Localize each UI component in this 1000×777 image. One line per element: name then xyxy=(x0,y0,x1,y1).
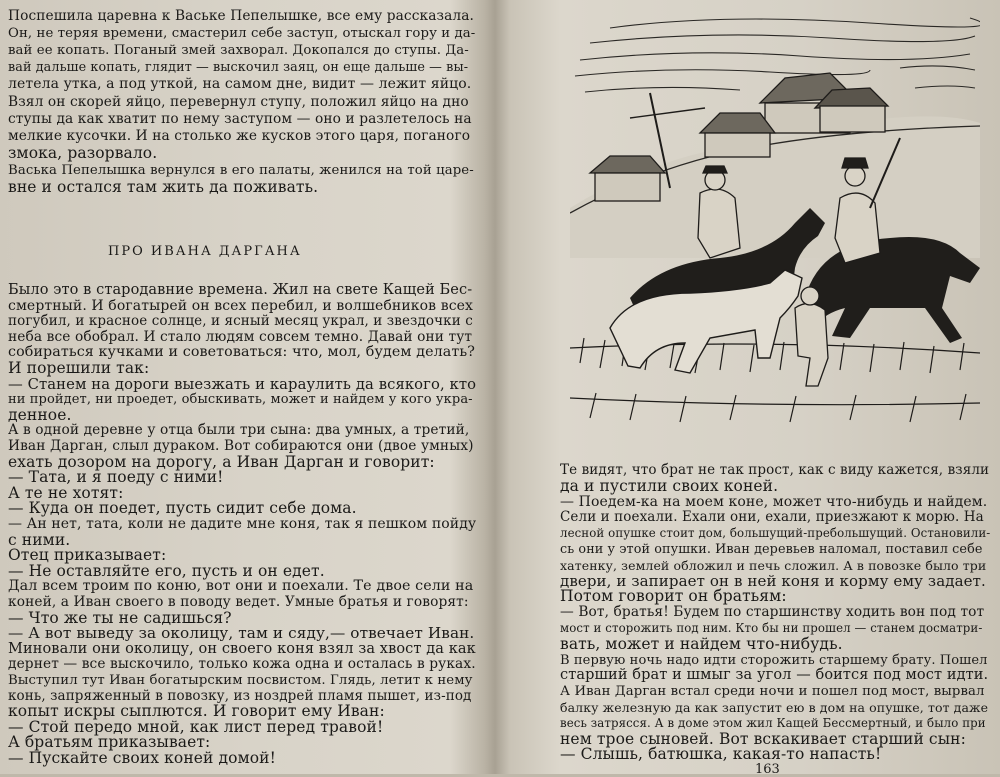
text-line: ступы да как хватит по нему заступом — оно и разлетелось на xyxy=(8,110,472,127)
text-line: двери, и запирает он в ней коня и корму ему задает. xyxy=(560,571,986,590)
text-line: денное. xyxy=(8,405,72,424)
left-page xyxy=(0,0,480,774)
text-line: А в одной деревне у отца были три сына: два умных, а третий, xyxy=(8,422,470,439)
text-line: А Иван Дарган встал среди ночи и пошел под мост, вырвал xyxy=(560,684,985,700)
text-line: — Вот, братья! Будем по старшинству ходить вон под тот xyxy=(560,604,985,621)
text-line: погубил, и красное солнце, и ясный месяц украл, и звездочки с xyxy=(8,313,473,330)
text-line: — Поедем-ка на моем коне, может что-нибудь и найдем. xyxy=(560,493,988,510)
text-line: балку железную да как запустит ею в дом на опушке, тот даже xyxy=(560,700,989,715)
text-line: летела утка, а под уткой, на самом дне, видит — лежит яйцо. xyxy=(8,76,472,93)
text-line: А те не хотят: xyxy=(8,483,124,502)
text-line: весь затрясся. А в доме этом жил Кащей Бессмертный, и было при xyxy=(560,715,986,730)
text-line: Те видят, что брат не так прост, как с виду кажется, взяли xyxy=(560,462,990,478)
text-line: вай дальше копать, глядит — выскочил заяц, он еще дальше — вы- xyxy=(8,60,469,76)
page-number: 163 xyxy=(755,762,780,777)
text-line: копыт искры сыплются. И говорит ему Иван: xyxy=(8,702,385,721)
text-line: дернет — все выскочило, только кожа одна и осталась в руках. xyxy=(8,656,476,673)
text-line: Дал всем троим по коню, вот они и поехали. Те двое сели на xyxy=(8,578,474,595)
text-line: — Слышь, батюшка, какая-то напасть! xyxy=(560,745,882,764)
text-line: коней, а Иван своего в поводу ведет. Умные братья и говорят: xyxy=(8,594,469,610)
text-line: Поспешила царевна к Ваське Пепелышке, все ему рассказала. xyxy=(8,8,475,24)
text-line: да и пустили своих коней. xyxy=(560,476,779,495)
text-line: смертный. И богатырей он всех перебил, и волшебников всех xyxy=(8,297,474,314)
text-line: — А вот выведу за околицу, там и сяду,— отвечает Иван. xyxy=(8,624,475,643)
text-line: — Пускайте своих коней домой! xyxy=(8,749,276,767)
text-line: Отец приказывает: xyxy=(8,546,167,565)
text-line: сь они у этой опушки. Иван деревьев наломал, поставил себе xyxy=(560,542,983,557)
text-line: неба все обобрал. И стало людям совсем темно. Давай они тут xyxy=(8,328,473,345)
text-line: Сели и поехали. Ехали они, ехали, приезжают к морю. На xyxy=(560,509,984,526)
text-line: — Тата, и я поеду с ними! xyxy=(8,468,224,487)
text-line: — Станем на дороги выезжать и караулить да всякого, кто xyxy=(8,375,477,393)
text-line: лесной опушке стоит дом, большущий-пребольшущий. Остановили- xyxy=(560,526,991,541)
text-line: Миновали они околицу, он своего коня взял за хвост да как xyxy=(8,640,476,657)
text-line: старший брат и шмыг за угол — боится под мост идти. xyxy=(560,667,989,684)
text-line: В первую ночь надо идти сторожить старшему брату. Пошел xyxy=(560,652,988,668)
text-line: Выступил тут Иван богатырским посвистом. Глядь, летит к нему xyxy=(8,673,473,688)
text-line: конь, запряженный в повозку, из ноздрей пламя пышет, из-под xyxy=(8,687,472,704)
text-line: Васька Пепелышка вернулся в его палаты, женился на той царе- xyxy=(8,162,474,178)
text-line: Было это в стародавние времена. Жил на свете Кащей Бес- xyxy=(8,282,473,298)
text-line: мелкие кусочки. И на столько же кусков этого царя, поганого xyxy=(8,127,471,144)
text-line: ни пройдет, ни проедет, обыскивать, может и найдем у кого укра- xyxy=(8,392,473,408)
text-line: Он, не теряя времени, смастерил себе заступ, отыскал гору и да- xyxy=(8,26,476,42)
text-line: А братьям приказывает: xyxy=(8,733,211,752)
text-line: хатенку, землей обложил и печь сложил. А в повозке было три xyxy=(560,557,987,573)
text-line: Потом говорит он братьям: xyxy=(560,587,787,606)
illustration-horsemen xyxy=(570,8,980,428)
text-line: Иван Дарган, слыл дураком. Вот собираются они (двое умных) xyxy=(8,438,474,454)
text-line: — Не оставляйте его, пусть и он едет. xyxy=(8,561,325,580)
text-line: нем трое сыновей. Вот вскакивает старший сын: xyxy=(560,729,966,748)
text-line: вай ее копать. Поганый змей захворал. Докопался до ступы. Да- xyxy=(8,43,469,59)
text-line: вне и остался там жить да поживать. xyxy=(8,178,319,196)
text-line: собираться кучками и советоваться: что, мол, будем делать? xyxy=(8,344,475,361)
text-line: змока, разорвало. xyxy=(8,143,158,162)
text-line: — Ан нет, тата, коли не дадите мне коня, так я пешком пойду xyxy=(8,516,477,532)
story-heading: ПРО ИВАНА ДАРГАНА xyxy=(108,244,302,259)
text-line: ехать дозором на дорогу, а Иван Дарган и говорит: xyxy=(8,452,435,471)
text-line: — Куда он поедет, пусть сидит себе дома. xyxy=(8,499,357,518)
right-page xyxy=(515,0,1000,777)
text-line: с ними. xyxy=(8,530,71,549)
text-line: — Стой передо мной, как лист перед травой! xyxy=(8,717,384,736)
text-line: мост и сторожить под ним. Кто бы ни прошел — станем досматри- xyxy=(560,621,983,635)
text-line: Взял он скорей яйцо, перевернул ступу, положил яйцо на дно xyxy=(8,93,469,110)
sky-hatching xyxy=(575,18,980,92)
text-line: — Что же ты не садишься? xyxy=(8,608,232,627)
text-line: вать, может и найдем что-нибудь. xyxy=(560,634,843,653)
text-line: И порешили так: xyxy=(8,359,150,377)
